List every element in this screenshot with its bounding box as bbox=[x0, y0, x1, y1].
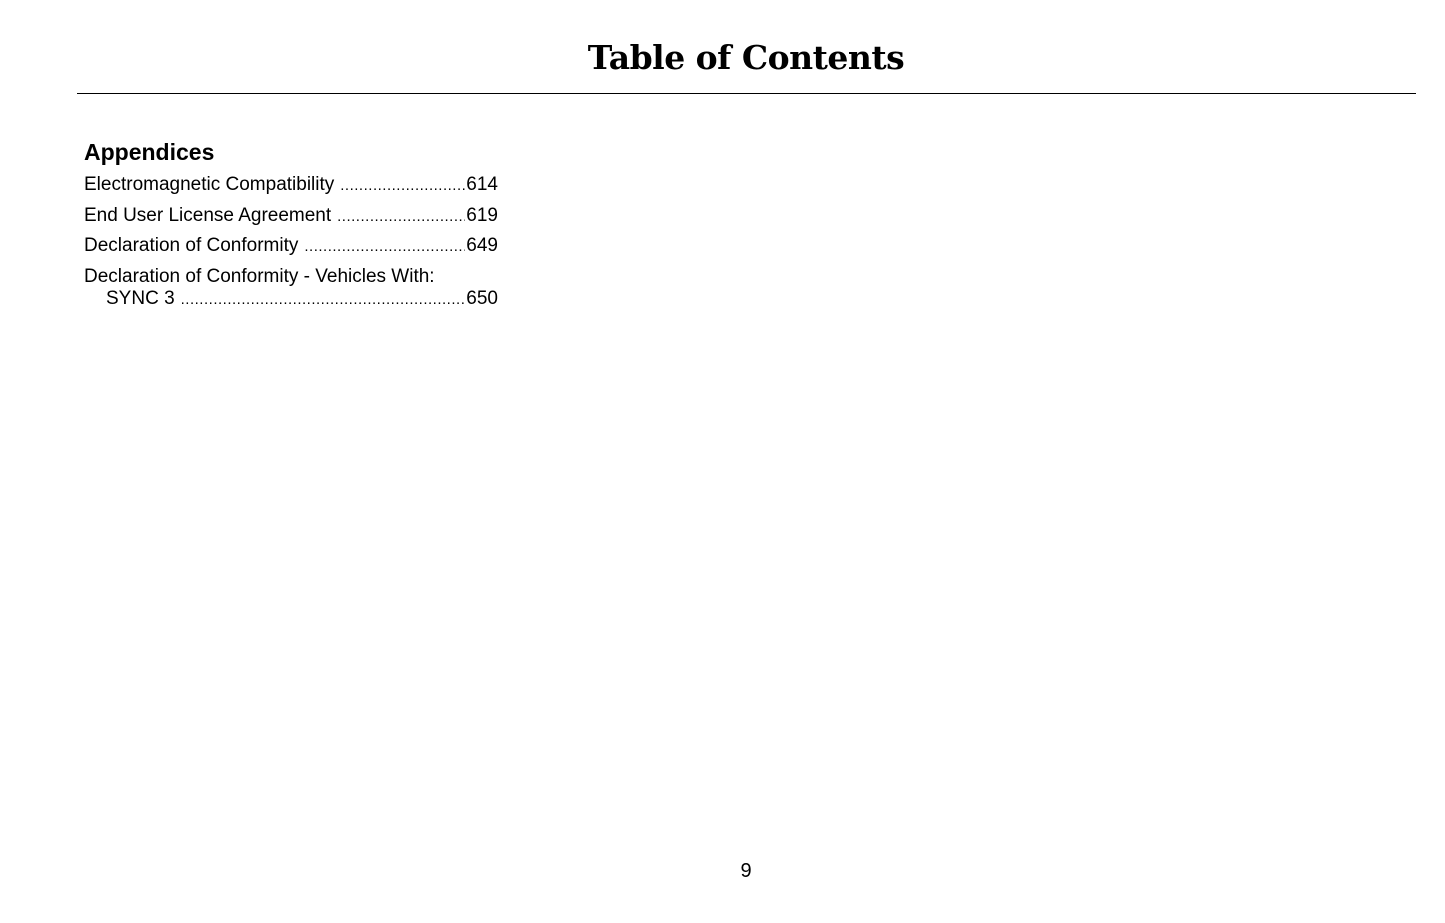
leader-dots bbox=[340, 175, 465, 197]
toc-entry-page: 614 bbox=[466, 174, 498, 195]
toc-entry-page: 619 bbox=[466, 204, 498, 226]
toc-entry-electromagnetic-compatibility[interactable] bbox=[84, 174, 498, 197]
toc-entry-continuation: SYNC 3 bbox=[106, 287, 175, 309]
toc-section-appendices bbox=[84, 136, 498, 318]
toc-entry-page: 650 bbox=[466, 287, 498, 309]
title-rule bbox=[77, 93, 1416, 94]
leader-dots bbox=[337, 206, 465, 228]
toc-entry-label: Declaration of Conformity bbox=[84, 235, 299, 256]
leader-dots bbox=[181, 289, 466, 311]
toc-entry-end-user-license-agreement[interactable] bbox=[84, 205, 498, 228]
toc-entry-declaration-of-conformity[interactable] bbox=[84, 235, 498, 258]
toc-entry-page: 649 bbox=[466, 235, 498, 256]
toc-entry-label: Declaration of Conformity - Vehicles With: bbox=[84, 265, 435, 287]
leader-dots bbox=[304, 236, 465, 258]
toc-entry-label: Electromagnetic Compatibility bbox=[84, 174, 335, 195]
toc-entry-declaration-of-conformity-sync3[interactable] bbox=[84, 266, 498, 311]
page-title: Table of Contents bbox=[587, 38, 905, 77]
page-number: 9 bbox=[740, 860, 752, 882]
section-heading: Appendices bbox=[84, 139, 215, 165]
toc-entry-label: End User License Agreement bbox=[84, 204, 332, 226]
